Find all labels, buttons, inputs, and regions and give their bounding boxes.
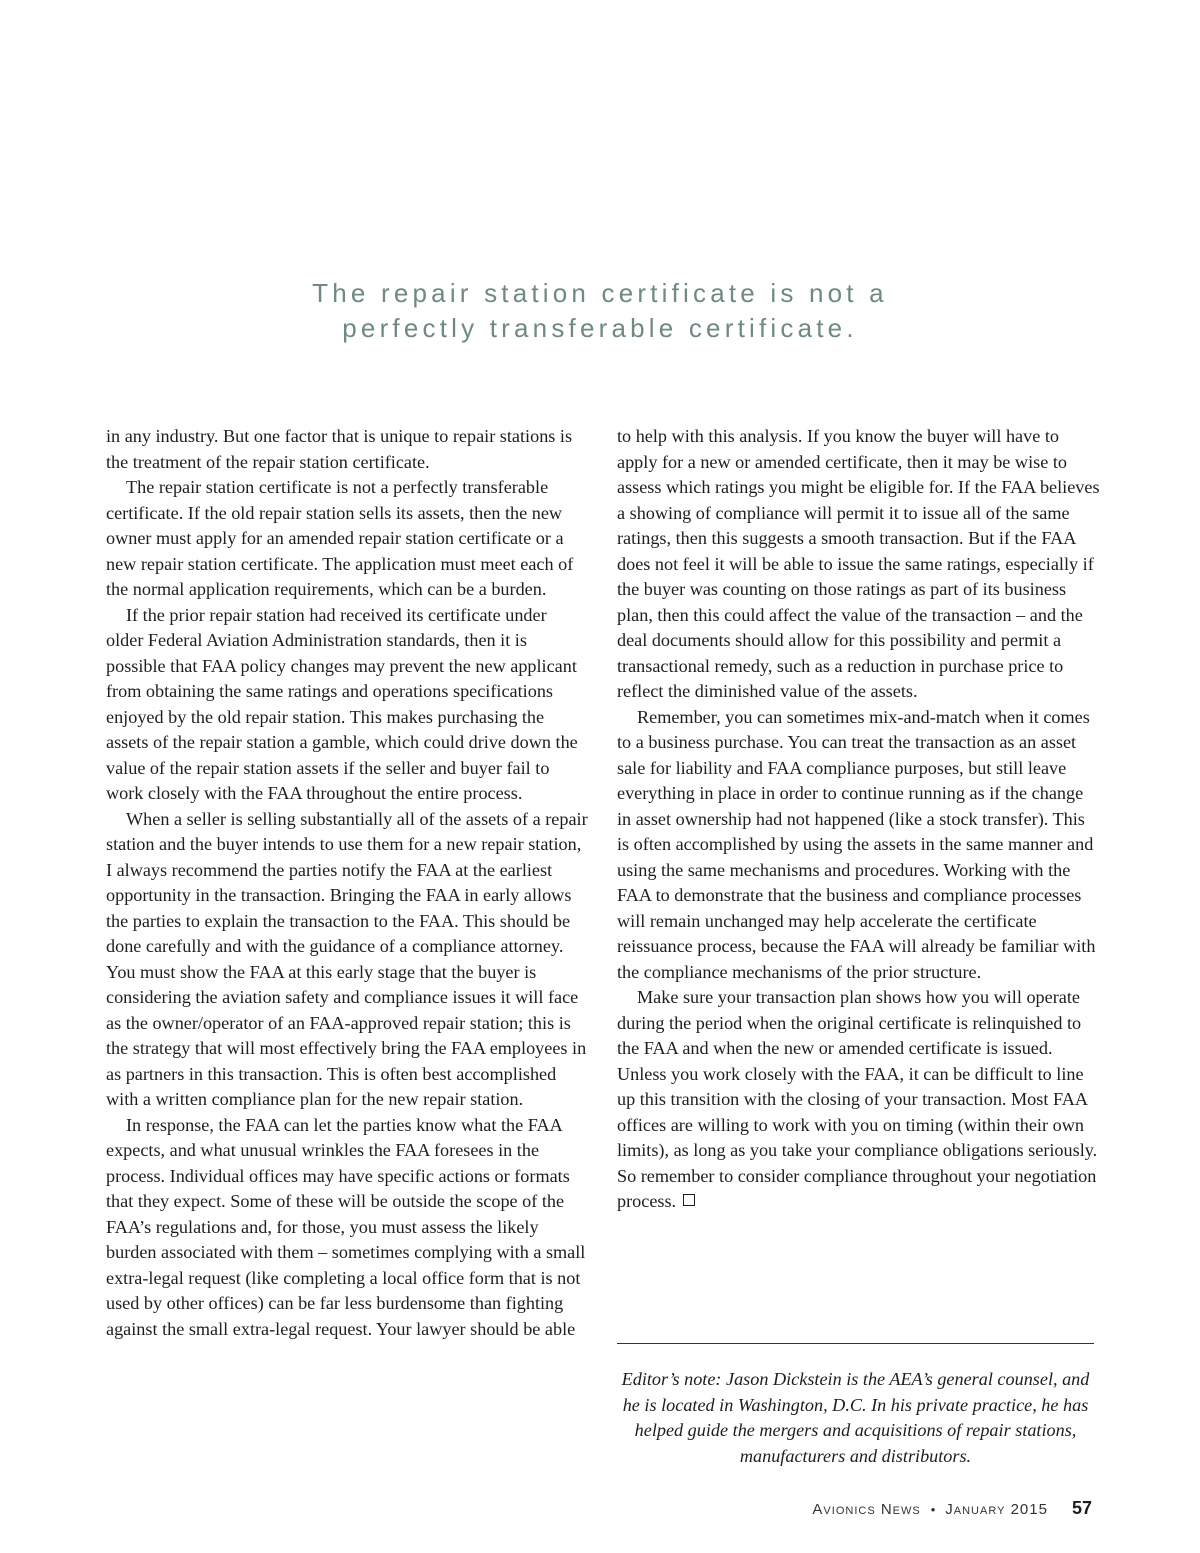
right-paragraph-2: Remember, you can sometimes mix-and-match when it comes to a business purchase. You can treat the transaction as an asset sale for liability and FAA compliance purposes, but still leave everything in place in order to continue running as if the change in asset ownership had not happened (like a stock transfer). This is often accomplished by using the assets in the same manner and using the same mechanisms and procedures. Working with the FAA to demonstrate that the business and compliance processes will remain unchanged may help accelerate the certificate reissuance process, because the FAA will already be familiar with the compliance mechanisms of the prior structure. bbox=[617, 706, 1096, 982]
pull-quote-line-1: The repair station certificate is not a bbox=[312, 278, 888, 308]
editor-note-divider bbox=[617, 1343, 1094, 1344]
footer-date: January 2015 bbox=[945, 1501, 1048, 1518]
left-paragraph-4: When a seller is selling substantially all of the assets of a repair station and the buyer intends to use them for a new repair station, I always recommend the parties notify the FAA at the earliest opportunity in the transaction. Bringing the FAA in early allows the parties to explain the transaction to the FAA. This should be done carefully and with the guidance of a compliance attorney. You must show the FAA at this early stage that the buyer is considering the aviation safety and compliance issues it will face as the owner/operator of an FAA-approved repair station; this is the strategy that will most effectively bring the FAA employees in as partners in this transaction. This is often best accomplished with a written compliance plan for the new repair station. bbox=[106, 808, 588, 1109]
article-right-column bbox=[617, 424, 1101, 1215]
right-paragraph-3: Make sure your transaction plan shows how you will operate during the period when the original certificate is relinquished to the FAA and when the new or amended certificate is issued. Unless you work closely with the FAA, it can be difficult to line up this transition with the closing of your transaction. Most FAA offices are willing to work with you on timing (within their own limits), as long as you take your compliance obligations seriously. So remember to consider compliance throughout your negotiation process. bbox=[617, 987, 1098, 1211]
footer-separator: • bbox=[930, 1502, 936, 1517]
pull-quote-line-2: perfectly transferable certificate. bbox=[342, 313, 858, 343]
left-paragraph-2: The repair station certificate is not a perfectly transferable certificate. If the old repair station sells its assets, then the new owner must apply for an amended repair station certificate or a new repair station certificate. The application must meet each of the normal application requirements, which can be a burden. bbox=[106, 477, 574, 599]
right-paragraph-3-wrap bbox=[617, 985, 1101, 1215]
editor-note: Editor’s note: Jason Dickstein is the AEA’s general counsel, and he is located in Washington, D.C. In his private practice, he has helped guide the mergers and acquisitions of repair stations, manufacturers and distributors. bbox=[621, 1369, 1090, 1466]
footer-publication: Avionics News bbox=[812, 1501, 921, 1518]
end-mark-icon bbox=[683, 1194, 695, 1206]
left-paragraph-3: If the prior repair station had received its certificate under older Federal Aviation Administration standards, then it is possible that FAA policy changes may prevent the new applicant from obtaining the same ratings and operations specifications enjoyed by the old repair station. This makes purchasing the assets of the repair station a gamble, which could drive down the value of the repair station assets if the seller and buyer fail to work closely with the FAA throughout the entire process. bbox=[106, 604, 578, 803]
article-left-column bbox=[106, 424, 588, 1342]
page-number: 57 bbox=[1071, 1498, 1092, 1518]
right-paragraph-1: to help with this analysis. If you know the buyer will have to apply for a new or amended certificate, then it may be wise to assess which ratings you might be eligible for. If the FAA believes a showing of compliance will permit it to issue all of the same ratings, then this suggests a smooth transaction. But if the FAA does not feel it will be able to issue the same ratings, especially if the buyer was counting on those ratings as part of its business plan, then this could affect the value of the transaction – and the deal documents should allow for this possibility and permit a transactional remedy, such as a reduction in purchase price to reflect the diminished value of the assets. bbox=[617, 426, 1100, 701]
left-paragraph-5: In response, the FAA can let the parties know what the FAA expects, and what unusual wrinkles the FAA foresees in the process. Individual offices may have specific actions or formats that they expect. Some of these will be outside the scope of the FAA’s regulations and, for those, you must assess the likely burden associated with them – sometimes complying with a small extra-legal request (like completing a local office form that is not used by other offices) can be far less burdensome than fighting against the small extra-legal request. Your lawyer should be able bbox=[106, 1114, 586, 1339]
pull-quote bbox=[200, 276, 1000, 346]
left-paragraph-1: in any industry. But one factor that is unique to repair stations is the treatment of the repair station certificate. bbox=[106, 426, 573, 472]
page-footer bbox=[812, 1498, 1092, 1519]
